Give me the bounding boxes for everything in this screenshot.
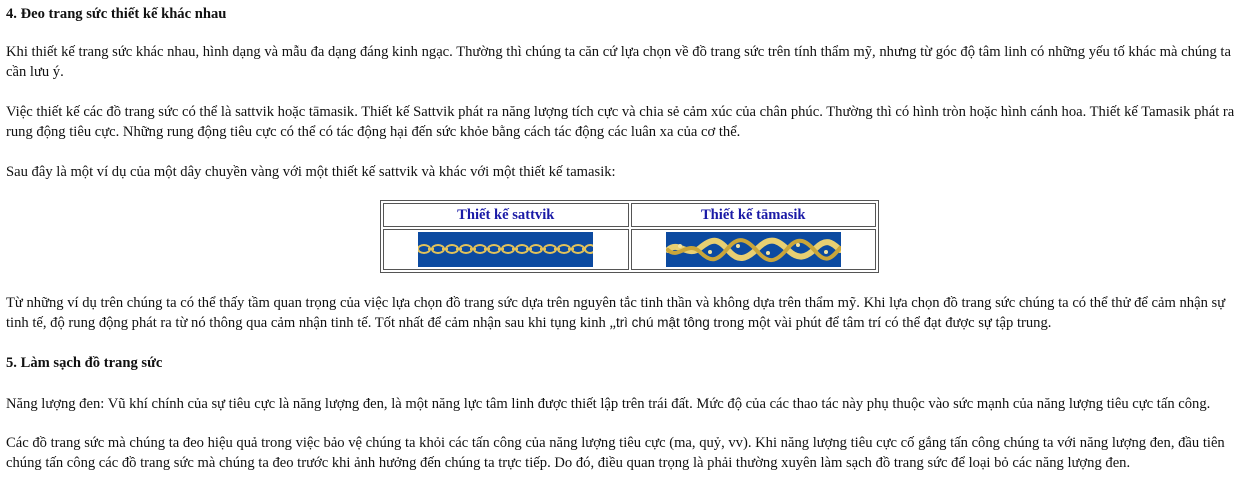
section-5-paragraph-2: Các đồ trang sức mà chúng ta đeo hiệu quả trong việc bảo vệ chúng ta khỏi các tấn công của năng lượng tiêu cực (ma, quỷ, vv). Khi năng lượng tiêu cực cố gắng tấn công chúng ta với năng lượng đen, đầu tiên chúng tấn công các đồ trang sức mà chúng ta đeo trước khi ảnh hưởng đến chúng ta trực tiếp. Do đó, điều quan trọng là phải thường xuyên làm sạch đồ trang sức để loại bỏ các năng lượng đen. bbox=[6, 435, 1225, 471]
section-5-paragraph-1: Năng lượng đen: Vũ khí chính của sự tiêu cực là năng lượng đen, là một năng lực tâm linh được thiết lập trên trái đất. Mức độ của các thao tác này phụ thuộc vào sức mạnh của năng lượng tiêu cực tấn công. bbox=[6, 396, 1211, 412]
sattvik-chain-cell bbox=[383, 229, 629, 270]
section-4-paragraph-3: Sau đây là một ví dụ của một dây chuyền vàng với một thiết kế sattvik và khác với một thiết kế tamasik: bbox=[6, 164, 616, 180]
sattvik-chain-graphic bbox=[418, 232, 593, 267]
tamasik-chain-graphic bbox=[666, 232, 841, 267]
section-4-heading: 4. Đeo trang sức thiết kế khác nhau bbox=[6, 6, 227, 22]
opening-quote-mark: „ bbox=[609, 315, 616, 331]
section-4-paragraph-2: Việc thiết kế các đồ trang sức có thể là sattvik hoặc tāmasik. Thiết kế Sattvik phát ra năng lượng tích cực và chia sẻ cảm xúc của chân phúc. Thường thì có hình tròn hoặc hình cánh hoa. Thiết kế Tamasik phát ra rung động tiêu cực. Những rung động tiêu cực có thể có tác động hại đến sức khỏe bằng cách tác động các luân xa của cơ thể. bbox=[6, 104, 1235, 140]
paragraph-4-text-after: trong một vài phút để tâm trí có thể đạt được sự tập trung. bbox=[709, 315, 1052, 331]
tamasik-chain-cell bbox=[631, 229, 877, 270]
section-5-heading: 5. Làm sạch đồ trang sức bbox=[6, 355, 163, 371]
paragraph-4-text-before: Từ những ví dụ trên chúng ta có thể thấy tầm quan trọng của việc lựa chọn đồ trang sức dựa trên nguyên tắc tinh thần và không dựa trên thẩm mỹ. Khi lựa chọn đồ trang sức chúng ta có thể thử để cảm nhận sự tinh tế, độ rung động phát ra từ nó thông qua cảm nhận tinh tế. Tốt nhất để cảm nhận sau khi tụng kinh bbox=[6, 295, 1226, 331]
tamasik-header: Thiết kế tāmasik bbox=[631, 203, 877, 227]
tamasik-chain-image bbox=[666, 232, 841, 267]
mantra-chanting-link[interactable]: trì chú mật tông bbox=[615, 315, 710, 330]
design-comparison-table bbox=[380, 200, 879, 273]
sattvik-chain-image bbox=[418, 232, 593, 267]
sattvik-header: Thiết kế sattvik bbox=[383, 203, 629, 227]
section-4-paragraph-1: Khi thiết kế trang sức khác nhau, hình dạng và mẫu đa dạng đáng kinh ngạc. Thường thì chúng ta căn cứ lựa chọn về đồ trang sức trên tính thẩm mỹ, nhưng từ góc độ tâm linh có những yếu tố khác mà chúng ta cần lưu ý. bbox=[6, 44, 1231, 80]
section-4-paragraph-4 bbox=[6, 293, 1250, 333]
